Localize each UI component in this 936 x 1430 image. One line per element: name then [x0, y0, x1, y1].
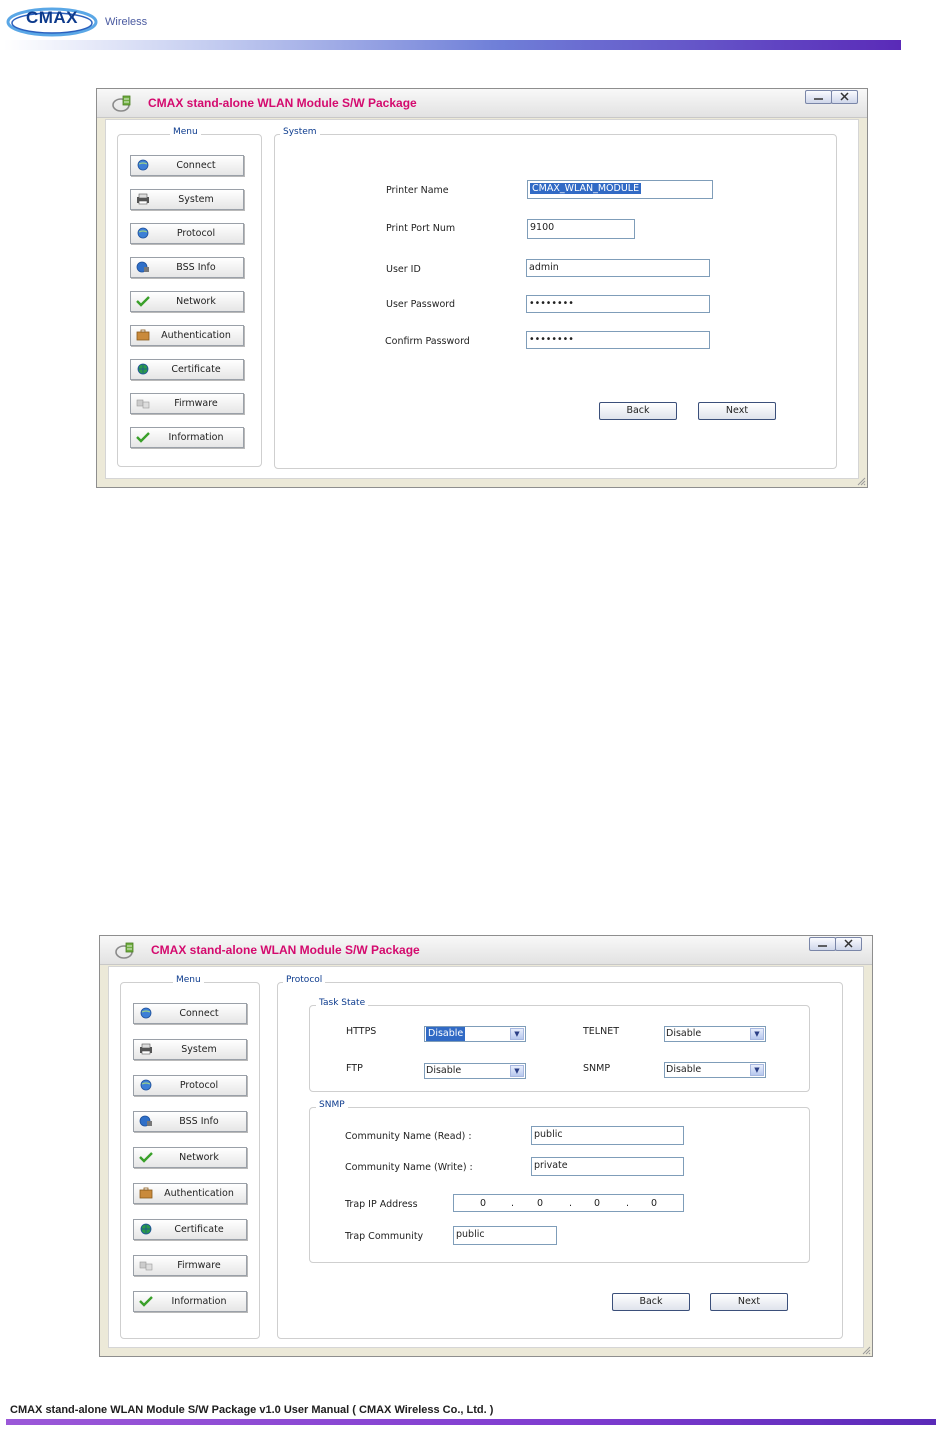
certificate-globe-icon — [139, 1223, 153, 1235]
protocol-panel — [277, 975, 843, 1339]
menu-button-connect[interactable] — [130, 155, 244, 176]
printer-name-input[interactable] — [527, 180, 713, 199]
community-write-input[interactable]: private — [531, 1157, 684, 1176]
ftp-value: Disable — [426, 1065, 462, 1076]
user-password-label: User Password — [386, 299, 456, 310]
checkmark-icon — [136, 295, 150, 307]
trap-ip-input[interactable] — [453, 1194, 684, 1212]
ip-octet[interactable]: 0 — [480, 1198, 487, 1209]
globe-icon — [139, 1007, 153, 1019]
menu-button-certificate[interactable] — [130, 359, 244, 380]
https-label: HTTPS — [346, 1026, 377, 1037]
window-title: CMAX stand-alone WLAN Module S/W Package — [151, 943, 420, 957]
menu-button-system[interactable] — [130, 189, 244, 210]
ip-octet[interactable]: 0 — [537, 1198, 544, 1209]
menu-label: Information — [168, 432, 224, 443]
telnet-select[interactable] — [664, 1026, 766, 1042]
menu-label: BSS Info — [179, 1116, 219, 1127]
telnet-label: TELNET — [583, 1026, 620, 1037]
globe-icon — [136, 227, 150, 239]
back-button[interactable]: Back — [599, 402, 677, 420]
trap-community-label: Trap Community — [345, 1231, 424, 1242]
logo-text: CMAX — [25, 8, 79, 27]
snmp-task-label: SNMP — [583, 1063, 611, 1074]
system-panel — [274, 127, 837, 469]
menu-group — [117, 127, 262, 467]
next-button[interactable]: Next — [710, 1293, 788, 1311]
menu-label: BSS Info — [176, 262, 216, 273]
menu-label: Information — [171, 1296, 227, 1307]
confirm-password-input[interactable]: •••••••• — [526, 331, 710, 349]
menu-label: Firmware — [174, 398, 218, 409]
back-button[interactable]: Back — [612, 1293, 690, 1311]
menu-button-authentication[interactable] — [130, 325, 244, 346]
ip-octet[interactable]: 0 — [594, 1198, 601, 1209]
menu-label: Protocol — [176, 228, 216, 239]
ip-octet[interactable]: 0 — [651, 1198, 658, 1209]
menu-label: Certificate — [171, 364, 221, 375]
menu-button-protocol[interactable] — [133, 1075, 247, 1096]
ftp-select[interactable] — [424, 1063, 526, 1079]
window-content — [105, 119, 859, 479]
system-panel-label: System — [280, 127, 320, 137]
header-divider — [4, 40, 901, 50]
menu-label: Connect — [176, 160, 216, 171]
menu-label: Connect — [179, 1008, 219, 1019]
chevron-down-icon[interactable]: ▼ — [750, 1064, 764, 1076]
https-select[interactable] — [424, 1026, 526, 1042]
ip-dot: . — [569, 1198, 573, 1209]
network-globe-icon — [139, 1115, 153, 1127]
menu-button-network[interactable] — [133, 1147, 247, 1168]
resize-grip-icon[interactable] — [861, 1345, 871, 1355]
community-write-label: Community Name (Write) : — [345, 1162, 473, 1173]
community-read-input[interactable]: public — [531, 1126, 684, 1145]
title-bar — [97, 89, 867, 118]
menu-button-bss-info[interactable] — [130, 257, 244, 278]
telnet-value: Disable — [666, 1028, 702, 1039]
printer-name-value: CMAX_WLAN_MODULE — [532, 183, 640, 194]
task-state-label: Task State — [316, 998, 368, 1008]
menu-group — [120, 975, 260, 1339]
minimize-icon — [806, 91, 831, 103]
snmp-group — [309, 1100, 810, 1263]
ip-dot: . — [626, 1198, 630, 1209]
menu-label: Network — [179, 1152, 219, 1163]
ftp-label: FTP — [346, 1063, 363, 1074]
menu-button-authentication[interactable] — [133, 1183, 247, 1204]
menu-button-bss-info[interactable] — [133, 1111, 247, 1132]
certificate-globe-icon — [136, 363, 150, 375]
menu-group-label: Menu — [170, 127, 201, 137]
globe-icon — [139, 1079, 153, 1091]
footer-text: CMAX stand-alone WLAN Module S/W Package v1.0 User Manual ( CMAX Wireless Co., Ltd. ) — [10, 1404, 494, 1416]
confirm-password-label: Confirm Password — [385, 336, 470, 347]
menu-button-system[interactable] — [133, 1039, 247, 1060]
system-window — [96, 88, 868, 488]
menu-button-protocol[interactable] — [130, 223, 244, 244]
app-icon — [111, 93, 133, 113]
ip-dot: . — [511, 1198, 515, 1209]
menu-button-firmware[interactable] — [130, 393, 244, 414]
menu-button-certificate[interactable] — [133, 1219, 247, 1240]
checkmark-icon — [139, 1151, 153, 1163]
company-logo — [6, 2, 206, 40]
menu-label: Network — [176, 296, 216, 307]
next-button[interactable]: Next — [698, 402, 776, 420]
checkmark-icon — [136, 431, 150, 443]
printer-icon — [139, 1043, 153, 1055]
menu-button-network[interactable] — [130, 291, 244, 312]
trap-community-input[interactable]: public — [453, 1226, 557, 1245]
app-icon — [114, 940, 136, 960]
close-button[interactable] — [831, 90, 858, 104]
resize-grip-icon[interactable] — [856, 476, 866, 486]
menu-button-firmware[interactable] — [133, 1255, 247, 1276]
printer-name-label: Printer Name — [386, 185, 449, 196]
trap-ip-label: Trap IP Address — [345, 1199, 418, 1210]
briefcase-icon — [139, 1187, 153, 1199]
globe-icon — [136, 159, 150, 171]
menu-button-connect[interactable] — [133, 1003, 247, 1024]
menu-label: System — [181, 1044, 217, 1055]
printer-icon — [136, 193, 150, 205]
snmp-select[interactable] — [664, 1062, 766, 1078]
menu-label: Authentication — [164, 1188, 234, 1199]
user-password-input[interactable]: •••••••• — [526, 295, 710, 313]
menu-label: System — [178, 194, 214, 205]
window-content — [108, 966, 864, 1348]
protocol-window — [99, 935, 873, 1357]
window-title: CMAX stand-alone WLAN Module S/W Package — [148, 96, 417, 110]
task-state-group — [309, 998, 810, 1092]
protocol-panel-label: Protocol — [283, 975, 325, 985]
menu-label: Protocol — [179, 1080, 219, 1091]
chevron-down-icon[interactable]: ▼ — [510, 1028, 524, 1040]
https-value: Disable — [428, 1028, 464, 1039]
checkmark-icon — [139, 1295, 153, 1307]
minimize-button[interactable] — [805, 90, 832, 104]
close-icon — [836, 938, 861, 950]
briefcase-icon — [136, 329, 150, 341]
logo-subtitle: Wireless — [105, 16, 148, 28]
chevron-down-icon[interactable]: ▼ — [510, 1065, 524, 1077]
minimize-button[interactable] — [809, 937, 836, 951]
snmp-group-label: SNMP — [316, 1100, 348, 1110]
network-globe-icon — [136, 261, 150, 273]
minimize-icon — [810, 938, 835, 950]
chevron-down-icon[interactable]: ▼ — [750, 1028, 764, 1040]
footer-divider — [6, 1419, 936, 1425]
menu-label: Authentication — [161, 330, 231, 341]
user-id-label: User ID — [386, 264, 421, 275]
print-port-label: Print Port Num — [386, 223, 456, 234]
firmware-icon — [139, 1259, 153, 1271]
community-read-label: Community Name (Read) : — [345, 1131, 472, 1142]
title-bar — [100, 936, 872, 965]
user-id-input[interactable]: admin — [526, 259, 710, 277]
close-button[interactable] — [835, 937, 862, 951]
snmp-value: Disable — [666, 1064, 702, 1075]
menu-group-label: Menu — [173, 975, 204, 985]
menu-label: Firmware — [177, 1260, 221, 1271]
firmware-icon — [136, 397, 150, 409]
menu-button-information[interactable] — [133, 1291, 247, 1312]
close-icon — [832, 91, 857, 103]
menu-label: Certificate — [174, 1224, 224, 1235]
print-port-input[interactable]: 9100 — [527, 219, 635, 239]
menu-button-information[interactable] — [130, 427, 244, 448]
